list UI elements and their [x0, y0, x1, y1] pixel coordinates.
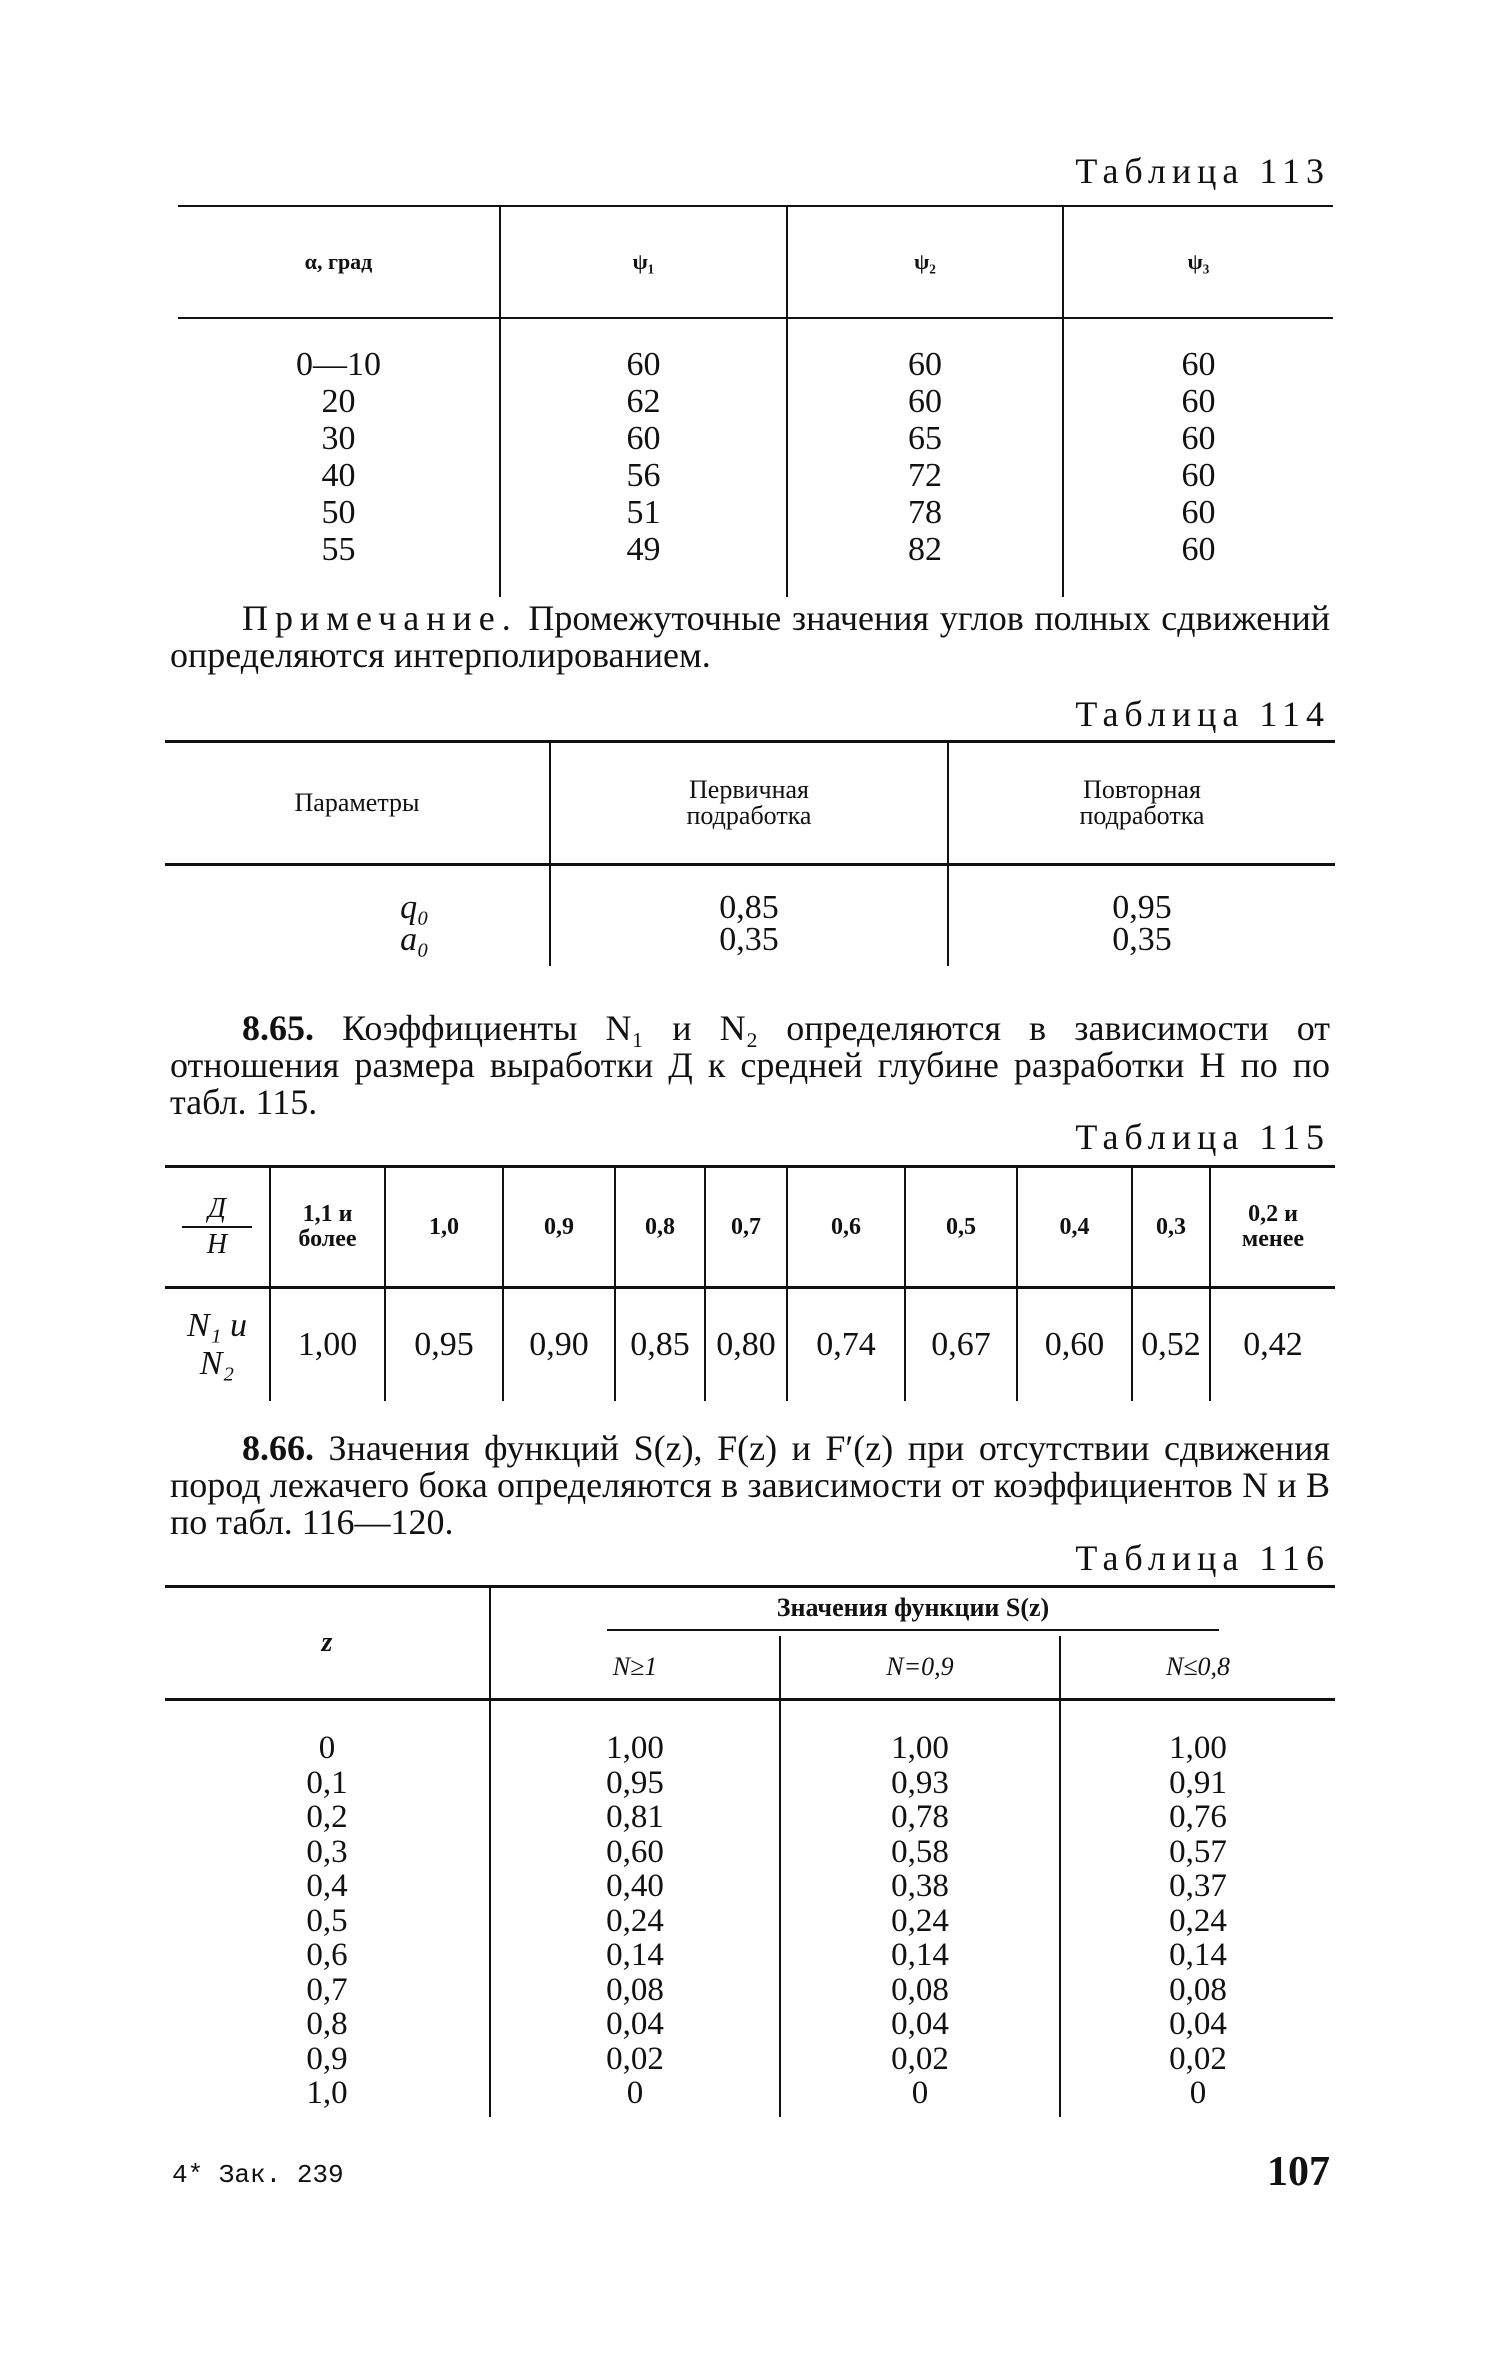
- paragraph-8-66: [170, 1430, 1330, 1541]
- table-cell: 0,14: [490, 1938, 780, 1973]
- ratio-denominator: H: [206, 1229, 228, 1260]
- table-cell: 0,67: [905, 1288, 1017, 1402]
- table-cell: 0,2: [306, 1799, 348, 1835]
- table-row: [178, 530, 1333, 597]
- table-cell: 65: [787, 419, 1063, 456]
- table-cell: 0,08: [1060, 1973, 1335, 2008]
- table-cell: 0,24: [490, 1904, 780, 1939]
- table-116-subheader: N=0,9: [780, 1636, 1060, 1700]
- table-cell: 62: [500, 382, 787, 419]
- table-cell: 60: [1063, 382, 1333, 419]
- table-cell: 60: [1063, 419, 1333, 456]
- table-cell: 0,02: [1060, 2042, 1335, 2077]
- group-header-label: Значения функции S(z): [607, 1593, 1219, 1631]
- table-115-header: 1,0: [385, 1167, 503, 1288]
- table-cell: 0,91: [1060, 1766, 1335, 1801]
- table-cell: 0,93: [780, 1766, 1060, 1801]
- table-row: [165, 1288, 1335, 1402]
- table-row: [165, 1766, 1335, 1801]
- table-cell: 60: [787, 318, 1063, 382]
- table-cell: 0,85: [550, 865, 948, 925]
- table-cell: 0,14: [1060, 1938, 1335, 1973]
- table-cell: 0: [490, 2076, 780, 2117]
- table-113-header: ψ₃: [1063, 206, 1333, 318]
- table-row: [165, 1800, 1335, 1835]
- table-cell: 0,1: [306, 1764, 348, 1801]
- table-cell: 0,95: [385, 1288, 503, 1402]
- table-cell: 0,95: [490, 1766, 780, 1801]
- table-cell: 0,04: [780, 2007, 1060, 2042]
- table-cell: 30: [321, 420, 356, 457]
- table-row: [165, 1938, 1335, 1973]
- table-116-subheader: N≥1: [490, 1636, 780, 1700]
- table-113-note: [170, 600, 1330, 674]
- table-115-header: 0,9: [503, 1167, 615, 1288]
- table-cell: 0,37: [1060, 1869, 1335, 1904]
- table-113-header: ψ₁: [500, 206, 787, 318]
- table-row: [178, 382, 1333, 419]
- table-cell: 0,60: [490, 1835, 780, 1870]
- table-cell: 60: [1063, 318, 1333, 382]
- table-cell: 0,6: [306, 1937, 348, 1973]
- table-cell: 0,52: [1132, 1288, 1210, 1402]
- table-cell: 0,4: [306, 1868, 348, 1904]
- table-cell: a₀: [400, 921, 429, 958]
- paragraph-number: 8.66.: [242, 1428, 314, 1468]
- table-cell: 1,00: [490, 1700, 780, 1766]
- note-text: Промежуточные значения углов полных сдвижений определяются интерполированием.: [170, 598, 1330, 675]
- table-cell: 1,00: [780, 1700, 1060, 1766]
- print-order-note: 4* Зак. 239: [172, 2160, 344, 2190]
- table-cell: 0,90: [503, 1288, 615, 1402]
- table-cell: 0,08: [490, 1973, 780, 2008]
- table-cell: 82: [787, 530, 1063, 597]
- table-cell: 0,24: [780, 1904, 1060, 1939]
- table-114-header: Повторная подработка: [948, 742, 1335, 865]
- table-113: [178, 205, 1333, 597]
- table-116-caption: Таблица 116: [1075, 1538, 1330, 1578]
- table-cell: 0,9: [306, 2040, 348, 2077]
- table-cell: 0,35: [948, 924, 1335, 966]
- note-label: Примечание.: [242, 598, 518, 638]
- paragraph-text: Коэффициенты N₁ и N₂ определяются в зависимости от отношения размера выработки Д к средней глубине разработки H по по табл. 115.: [170, 1008, 1330, 1122]
- row-label: N₁ и N₂: [187, 1307, 247, 1382]
- table-115-header: 0,6: [787, 1167, 905, 1288]
- table-cell: 1,00: [1060, 1700, 1335, 1766]
- table-cell: 0,81: [490, 1800, 780, 1835]
- table-cell: 0,85: [615, 1288, 705, 1402]
- table-115-header: 0,5: [905, 1167, 1017, 1288]
- table-115-header: 0,2 и менее: [1210, 1167, 1335, 1288]
- table-cell: 0,02: [490, 2042, 780, 2077]
- table-cell: 60: [787, 382, 1063, 419]
- table-cell: 0,04: [490, 2007, 780, 2042]
- table-row: [165, 1869, 1335, 1904]
- table-116: [165, 1585, 1335, 2117]
- table-cell: 60: [500, 419, 787, 456]
- table-114: [165, 740, 1335, 966]
- table-cell: 0,04: [1060, 2007, 1335, 2042]
- table-cell: 51: [500, 493, 787, 530]
- page-number: 107: [1267, 2149, 1330, 2195]
- z-header: z: [165, 1587, 490, 1700]
- table-row: [178, 493, 1333, 530]
- table-cell: 1,0: [306, 2075, 348, 2111]
- table-115-header: 0,8: [615, 1167, 705, 1288]
- table-cell: 0,76: [1060, 1800, 1335, 1835]
- table-row: [165, 1700, 1335, 1766]
- table-cell: 0: [780, 2076, 1060, 2117]
- table-row: [178, 318, 1333, 382]
- table-115-header: 1,1 и более: [270, 1167, 385, 1288]
- table-cell: 0,95: [948, 865, 1335, 925]
- table-cell: 0,74: [787, 1288, 905, 1402]
- table-cell: 0—10: [296, 346, 381, 383]
- table-cell: 0,40: [490, 1869, 780, 1904]
- table-row: [165, 1835, 1335, 1870]
- table-115-header: 0,4: [1017, 1167, 1132, 1288]
- table-cell: 1,00: [270, 1288, 385, 1402]
- table-cell: 0,58: [780, 1835, 1060, 1870]
- ratio-numerator: Д: [182, 1192, 252, 1228]
- table-116-subheader: N≤0,8: [1060, 1636, 1335, 1700]
- table-cell: 0,35: [550, 924, 948, 966]
- table-row: [165, 2042, 1335, 2077]
- table-cell: 20: [321, 383, 356, 420]
- table-cell: 0: [1060, 2076, 1335, 2117]
- table-cell: 55: [321, 531, 356, 568]
- paragraph-8-65: [170, 1010, 1330, 1121]
- table-115: [165, 1165, 1335, 1401]
- table-cell: q₀: [400, 889, 429, 926]
- table-cell: 0,78: [780, 1800, 1060, 1835]
- table-cell: 0,3: [306, 1833, 348, 1870]
- table-114-header: Первичная подработка: [550, 742, 948, 865]
- table-cell: 50: [321, 494, 356, 531]
- table-row: [165, 1904, 1335, 1939]
- table-row: [165, 2007, 1335, 2042]
- table-cell: 40: [321, 457, 356, 494]
- table-cell: 0,42: [1210, 1288, 1335, 1402]
- table-cell: 0,60: [1017, 1288, 1132, 1402]
- table-114-caption: Таблица 114: [1075, 694, 1330, 734]
- table-cell: 72: [787, 456, 1063, 493]
- table-row: [165, 924, 1335, 966]
- table-113-header: ψ₂: [787, 206, 1063, 318]
- table-row: [165, 2076, 1335, 2117]
- table-row: [178, 456, 1333, 493]
- table-115-caption: Таблица 115: [1075, 1117, 1330, 1157]
- group-header: [490, 1587, 1335, 1637]
- table-row: [165, 1973, 1335, 2008]
- table-cell: 0,24: [1060, 1904, 1335, 1939]
- table-cell: 0: [318, 1730, 336, 1766]
- table-cell: 0,7: [306, 1971, 348, 2008]
- ratio-corner: [165, 1167, 270, 1288]
- table-cell: 0,5: [306, 1902, 348, 1939]
- table-cell: 0,02: [780, 2042, 1060, 2077]
- table-cell: 0,08: [780, 1973, 1060, 2008]
- table-cell: 0,57: [1060, 1835, 1335, 1870]
- table-row: [178, 419, 1333, 456]
- table-113-caption: Таблица 113: [1075, 151, 1330, 191]
- table-cell: 49: [500, 530, 787, 597]
- table-cell: 60: [1063, 493, 1333, 530]
- table-cell: 60: [1063, 530, 1333, 597]
- table-cell: 0,8: [306, 2006, 348, 2042]
- table-cell: 60: [500, 318, 787, 382]
- table-113-header: α, град: [178, 206, 500, 318]
- table-cell: 0,38: [780, 1869, 1060, 1904]
- table-114-header: Параметры: [165, 742, 550, 865]
- table-cell: 56: [500, 456, 787, 493]
- table-cell: 60: [1063, 456, 1333, 493]
- table-row: [165, 865, 1335, 925]
- table-cell: 0,14: [780, 1938, 1060, 1973]
- table-cell: 78: [787, 493, 1063, 530]
- paragraph-text: Значения функций S(z), F(z) и F′(z) при отсутствии сдвижения пород лежачего бока определяются в зависимости от коэффициентов N и B по табл. 116—120.: [170, 1428, 1331, 1542]
- table-115-header: 0,3: [1132, 1167, 1210, 1288]
- table-cell: 0,80: [705, 1288, 787, 1402]
- paragraph-number: 8.65.: [242, 1008, 314, 1048]
- table-115-header: 0,7: [705, 1167, 787, 1288]
